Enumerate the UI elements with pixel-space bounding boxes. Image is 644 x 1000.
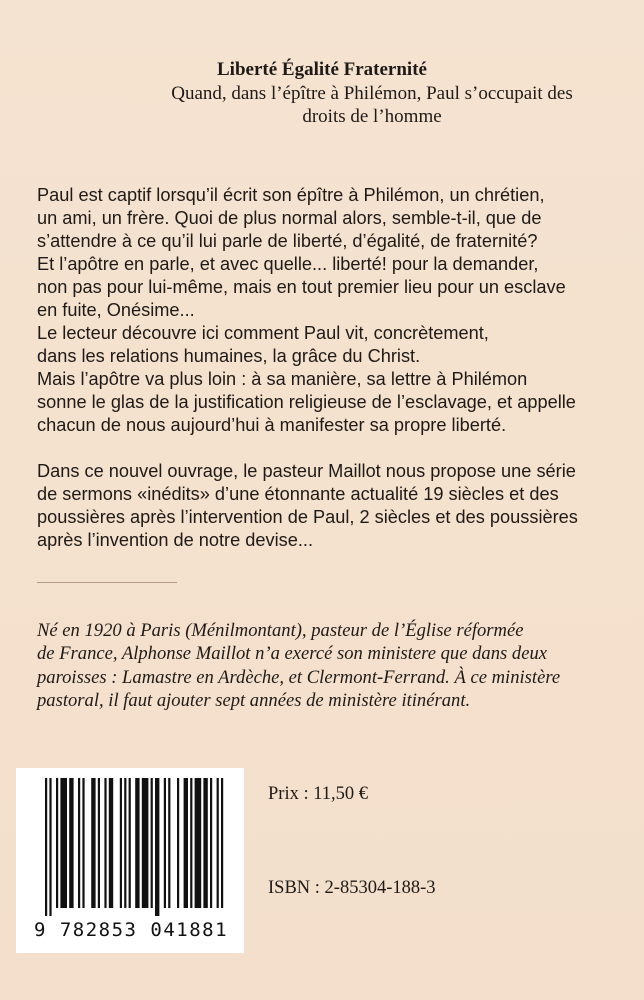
barcode-bar [164, 778, 166, 908]
barcode-bar [203, 778, 207, 908]
barcode-bar [120, 778, 122, 908]
barcode-bar [69, 778, 73, 908]
barcode-bar [56, 778, 58, 908]
barcode-bar [109, 778, 113, 908]
barcode-bar [217, 778, 219, 908]
paragraph-spacer [37, 437, 627, 460]
title-block [0, 58, 644, 128]
barcode-bar [82, 778, 84, 908]
barcode-bar [151, 778, 153, 908]
barcode [31, 778, 231, 943]
barcode-bar [155, 778, 159, 916]
barcode-bar [91, 778, 95, 908]
barcode-bar [168, 778, 170, 908]
description-paragraph-1: Paul est captif lorsqu’il écrit son épître à Philémon, un chrétien, un ami, un frère. Quoi de plus normal alors, semble-t-il, que de s’attendre à ce qu’il lui parle de liberté, d’égalité, de fraternité? Et l’apôtre en parle, et avec quelle... liberté! pour la demander, non pas pour lui-même, mais en tout premier lieu pour un esclave en fuite, Onésime... Le lecteur découvre ici comment Paul vit, concrètement, dans les relations humaines, la grâce du Christ. Mais l’apôtre va plus loin : à sa manière, sa lettre à Philémon sonne le glas de la justification religieuse de l’esclavage, et appelle chacun de nous aujourd’hui à manifester sa propre liberté. [37, 185, 576, 435]
barcode-digits: 9 782853 041881 [33, 919, 229, 941]
price-label: Prix : 11,50 € [268, 784, 369, 804]
barcode-bar [184, 778, 188, 908]
isbn-label: ISBN : 2-85304-188-3 [268, 878, 436, 898]
barcode-bar [135, 778, 139, 908]
barcode-bar [60, 778, 67, 908]
barcode-bar [190, 778, 192, 908]
barcode-bar [78, 778, 80, 908]
author-bio: Né en 1920 à Paris (Ménilmontant), pasteur de l’Église réformée de France, Alphonse Maillot n’a exercé son ministere que dans deux paroisses : Lamastre en Ardèche, et Clermont-Ferrand. À ce ministère pastoral, il faut ajouter sept années de ministère itinérant. [37, 619, 561, 712]
barcode-bar [195, 778, 202, 908]
barcode-bar [177, 778, 179, 908]
barcode-bar [124, 778, 126, 908]
barcode-bar [221, 778, 223, 908]
book-title: Liberté Égalité Fraternité [217, 59, 427, 80]
description [37, 184, 627, 552]
barcode-bar [45, 778, 47, 916]
barcode-panel [16, 768, 244, 953]
barcode-bar [129, 778, 131, 908]
barcode-bar [104, 778, 106, 908]
barcode-bar [142, 778, 149, 908]
barcode-bar [210, 778, 212, 908]
description-paragraph-2: Dans ce nouvel ouvrage, le pasteur Maillot nous propose une série de sermons «inédits» d’une étonnante actualité 19 siècles et des poussières après l’intervention de Paul, 2 siècles et des poussières après l’invention de notre devise... [37, 461, 578, 550]
barcode-bar [49, 778, 51, 916]
book-subtitle: Quand, dans l’épître à Philémon, Paul s’occupait des droits de l’homme [171, 83, 573, 127]
barcode-bar [98, 778, 100, 908]
divider [37, 582, 177, 583]
